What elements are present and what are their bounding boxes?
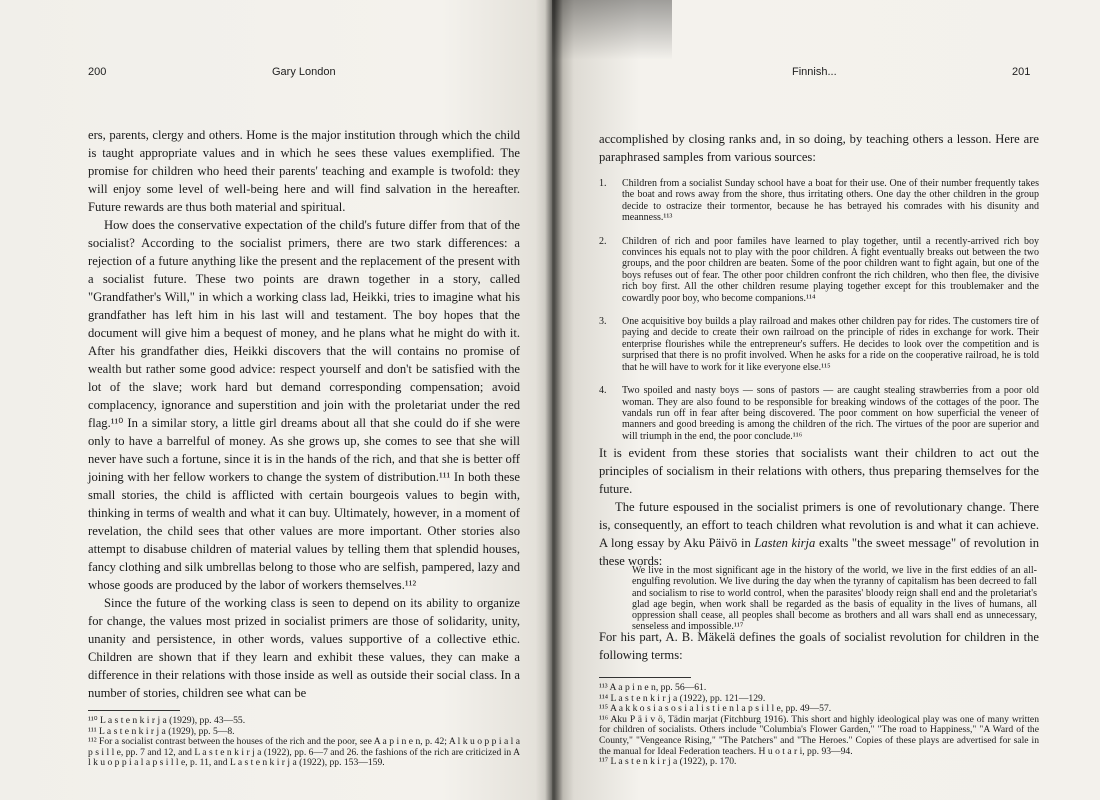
right-page-number: 201 (1012, 66, 1031, 78)
left-page-number: 200 (88, 66, 107, 78)
paragraph: It is evident from these stories that socialists want their children to act out the principles of socialism in their relations with others, thus preparing themselves for the future. (599, 446, 1039, 496)
paragraph: How does the conservative expectation of the child's future differ from that of the socialist? According to the socialist primers, there are two stark differences: a rejection of a future anything like the present and the replacement of the present with a socialist future. These two points are drawn together in a story, called "Grandfather's Will," in which a working class lad, Heikki, tries to imagine what his grandfather has left him in his last will and testament. The boy hopes that the document will give him a bequest of money, and he plans what he might do with it. After his grandfather dies, Heikki discovers that the will contains no promise of wealth but rather some good advice: respect yourself and don't be satisfied with the lot of the slave; work hard but demand corresponding compensation; avoid complacency, ignorance and superstition and join with the proletariat under the red flag.¹¹⁰ In a similar story, a little girl dreams about all that she could do if she were only to have a barrelful of money. As she grows up, she comes to see that she will never have such a fortune, since it is in the hands of the rich, and that she is better off joining with her fellow workers to change the system of distribution.¹¹¹ In both these small stories, the child is afflicted with certain bourgeois values to begin with, thinking in terms of wealth and what it can buy. Ultimately, however, in a moment of revelation, the child sees that other values are more important. Other stories also attempt to disabuse children of material values by telling them that splendid houses, fancy clothing and silk umbrellas belong to those who are selfish, pampered, lazy and whose goods are produced by the labor of workers themselves.¹¹² (88, 218, 520, 592)
footnote: ¹¹⁵ A a k k o s i a s o s i a l i s t i e n l a p s i l l e, pp. 49—57. (599, 703, 832, 715)
paragraph-text: The future espoused in the socialist primers is one of revolutionary change. There is, consequently, an effort to teach children what revolution is and what it can achieve. A long essay by Aku Päivö in (599, 500, 1039, 550)
item-text: Children from a socialist Sunday school have a boat for their use. One of their number frequently takes the boat and rows away from the shore, thus irritating others. One day the other children in the group decide to ostracize their tormentor, because he has betrayed his comrades with his disunity and meanness.¹¹³ (622, 178, 1039, 224)
right-body (599, 444, 1039, 570)
paragraph: ers, parents, clergy and others. Home is the major institution through which the child is taught appropriate values and in which he sees these values exemplified. The promise for children who heed their parents' teaching and example is twofold: they will enjoy some level of well-being here and will find salvation in the hereafter. Future rewards are thus both material and spiritual. (88, 128, 520, 214)
right-running-head: Finnish... (792, 66, 837, 78)
item-text: Two spoiled and nasty boys — sons of pastors — are caught stealing strawberries from a poor old woman. They are also found to be responsible for breaking windows of the cottages of the poor. The vandals run off in fear after being discovered. The poor comment on how superficial the veneer of manners and good breeding is among the children of the rich. The virtues of the poor are superior and will triumph in the end, the poor conclude.¹¹⁶ (622, 385, 1039, 442)
item-number: 4. (599, 385, 607, 397)
list-item (599, 236, 1039, 304)
list-item (599, 385, 1039, 442)
paragraph: Since the future of the working class is seen to depend on its ability to organize for change, the values most prized in socialist primers are those of solidarity, unity, unanity and persistence, in other words, values supportive of a collective ethic. Children are shown that if they learn and exhibit these values, they can make a difference in their relations with those inside as well as outside their social class. In a number of stories, children see what can be (88, 596, 520, 700)
footnote: ¹¹⁰ L a s t e n k i r j a (1929), pp. 43—55. (88, 715, 246, 726)
footnote: ¹¹¹ L a s t e n k i r j a (1929), pp. 5—8. (88, 725, 235, 737)
right-footnotes (599, 683, 1039, 768)
footnote: ¹¹³ A a p i n e n, pp. 56—61. (599, 682, 707, 693)
right-page (552, 0, 1100, 800)
book-title: Lasten kirja (754, 536, 816, 550)
left-footnotes (88, 716, 520, 769)
left-running-head: Gary London (272, 66, 336, 78)
footnote: ¹¹² For a socialist contrast between the houses of the rich and the poor, see A a p i n e n, p. 42; A l k u o p p i a l a p s i l l e, pp. 7 and 12, and L a s t e n k i r j a (1922), pp. 6—7 and 26. the fashions of the rich are criticized in A l k u o p p i a l a p s i l l e, p. 11, and L a s t e n k i r j a (1922), pp. 153—159. (88, 736, 520, 769)
paragraph: accomplished by closing ranks and, in so doing, by teaching others a lesson. Here are paraphrased samples from various sources: (599, 132, 1039, 164)
footnote-rule (599, 677, 691, 678)
list-item (599, 178, 1039, 224)
paragraph (599, 498, 1039, 570)
footnote: ¹¹⁴ L a s t e n k i r j a (1922), pp. 121—129. (599, 692, 766, 704)
item-number: 2. (599, 235, 607, 247)
item-text: Children of rich and poor familes have learned to play together, until a recently-arrived rich boy convinces his equals not to play with the poor children. A fight eventually breaks out between the two groups, and the poor children are beaten. Some of the poor children want to fight again, but one of the boys refuses out of fear. The other poor children confront the rich children, who then flee, the divisive rich boy first. All the other children resume playing together except for this troublemaker and the cowardly poor boy, who become companions.¹¹⁴ (622, 235, 1039, 304)
story-list (599, 178, 1039, 454)
footnote-rule (88, 710, 180, 711)
footnote: ¹¹⁶ Aku P ä i v ö, Tädin marjat (Fitchburg 1916). This short and highly ideological play was one of many written for children of socialists. Others include "Columbia's Flower Garden," "The road to Happiness," "A Ward of the County," "Vengeance Rising," "The Patchers" and "The Heroes." Copies of these plays are advertised for sale in the manual for Ideal Federation teachers. H u o t a r i, pp. 93—94. (599, 713, 1039, 757)
left-body (88, 126, 520, 702)
right-intro (599, 130, 1039, 166)
book-gutter (545, 0, 563, 800)
page-shadow (552, 0, 672, 60)
right-body-after-quote (599, 628, 1039, 664)
paragraph-text: exalts "the sweet message" of revolution in these words: (599, 536, 1039, 568)
list-item (599, 316, 1039, 373)
block-quote: We live in the most significant age in the history of the world, we live in the first eddies of an all-engulfing revolution. We live during the day when the tyranny of capitalism has been decreed to fall and socialism to rise to world control, when the parasites' bloody reign shall end and the proletariat's glad age begin, when work shall be regarded as the basis of equality in the lives of humans, all oppression shall cease, all peoples shall become as brothers and all wars shall end as unnecessary, senseless and impossible.¹¹⁷ (632, 565, 1037, 633)
paragraph: For his part, A. B. Mäkelä defines the goals of socialist revolution for children in the following terms: (599, 630, 1039, 662)
item-text: One acquisitive boy builds a play railroad and makes other children pay for rides. The customers tire of paying and decide to create their own railroad on the principle of rides in exchange for work. Their enterprise flourishes while the entrepreneur's suffers. He decides to look over the competition and is surprised that there is no profit involved. When he asks for a ride on the cooperative railroad, he is told that he will have to work for it like everyone else.¹¹⁵ (622, 316, 1039, 373)
item-number: 1. (599, 178, 607, 189)
item-number: 3. (599, 316, 607, 328)
footnote: ¹¹⁷ L a s t e n k i r j a (1922), p. 170. (599, 756, 737, 768)
